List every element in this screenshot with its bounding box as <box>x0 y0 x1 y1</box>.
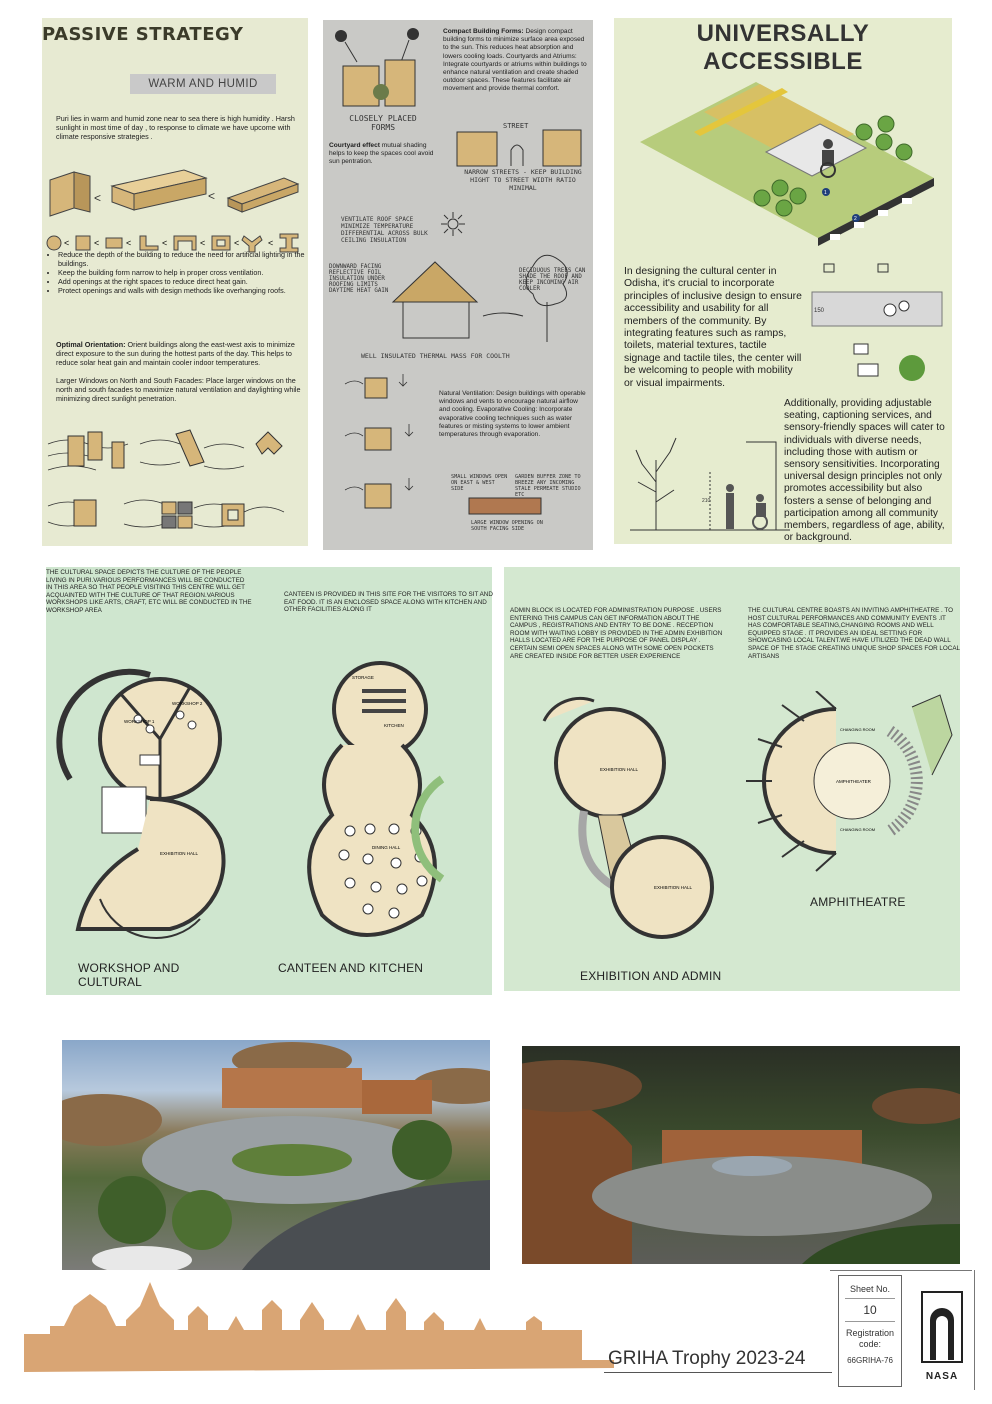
sheet-box <box>838 1275 902 1387</box>
deep-block-icon <box>50 172 90 216</box>
dim-150: 150 <box>814 308 825 314</box>
long-block-icon <box>112 170 206 210</box>
garden-buffer-label: GARDEN BUFFER ZONE TO BREEZE ANY INCOMING STALE PERMEATE STUDIO ETC <box>515 474 581 498</box>
footer-side-rule <box>974 1270 975 1390</box>
orientation-text <box>56 340 302 367</box>
workshop-canteen-panel <box>46 567 492 995</box>
room-kitchen: KITCHEN <box>384 723 404 728</box>
exhibition-amphitheatre-panel <box>504 567 960 991</box>
compact-forms-text <box>443 28 589 94</box>
toilet-plan <box>808 260 948 394</box>
closely-placed-label: CLOSELY PLACED FORMS <box>349 114 417 132</box>
footer-title: GRIHA Trophy 2023-24 <box>608 1348 806 1369</box>
dim-210: 210 <box>702 498 711 504</box>
render-courtyard-image <box>62 1040 490 1270</box>
courtyard-body: mutual shading helps to keep the spaces cool avoid sun pentration. <box>329 142 434 166</box>
nasa-arch-icon <box>918 1290 966 1366</box>
passive-bullets <box>44 250 314 295</box>
sheet-number: 10 <box>845 1298 895 1322</box>
bullet-item: • Reduce the depth of the building to reduce the need for artificial lighting in the buildings. <box>58 250 314 268</box>
large-windows-label: LARGE WINDOW OPENING ON SOUTH FACING SIDE <box>471 520 543 532</box>
room-workshop-2: WORKSHOP 2 <box>172 701 203 706</box>
passive-strategy-panel <box>42 18 308 546</box>
svg-text:<: < <box>94 238 100 248</box>
svg-text:<: < <box>200 238 206 248</box>
passive-subtitle: WARM AND HUMID <box>130 74 276 94</box>
ramp-marker-2: 2 <box>854 216 857 222</box>
small-windows-label: SMALL WINDOWS OPEN ON EAST & WEST SIDE <box>451 474 508 492</box>
amphitheatre-description: THE CULTURAL CENTRE BOASTS AN INVITING AMPHITHEATRE . TO HOST CULTURAL PERFORMANCES AND COMMUNITY EVENTS .IT HAS COMFORTABLE SEATING,CHANGING ROOMS AND WELL EQUIPPED STAGE . IT PROVIDES AN IDEAL SETTING FOR SHOWCASING LOCAL TALENT.WE HAVE UTILIZED THE DEAD WALL SPACE OF THE STAGE CREATING UNIQUE SHOP SPACES FOR LOCAL ARTISANS <box>748 607 960 660</box>
orientation-label: Optimal Orientation: <box>56 340 126 349</box>
section-sketch <box>620 402 794 540</box>
street-label: STREET <box>503 122 529 130</box>
svg-text:<: < <box>126 238 132 248</box>
windows-text: Larger Windows on North and South Facades: Place larger windows on the north and south facades to maximize natural ventilation and daylighting while minimizing direct sunlight penetration. <box>56 376 301 403</box>
wind-flow-sketch <box>44 426 306 544</box>
room-amph: AMPHITHEATER <box>836 779 871 784</box>
courtyard-text <box>329 142 441 167</box>
passive-intro: Puri lies in warm and humid zone near to sea there is high humidity . Harsh sunlight in most time of day , to response to climate we have upcome with climate responsive strategies . <box>56 114 295 141</box>
room-exh-1: EXHIBITION HALL <box>600 767 639 772</box>
exhibition-label: EXHIBITION AND ADMIN <box>580 969 722 983</box>
svg-text:<: < <box>94 191 102 205</box>
deciduous-label: DECIDUOUS TREES CAN SHADE THE ROOF AND KEEP INCOMING AIR COOLER <box>519 268 586 292</box>
accessible-title: UNIVERSALLY ACCESSIBLE <box>696 20 870 75</box>
natural-ventilation-text: Natural Ventilation: Design buildings with operable windows and vents to encourage natural airflow and cooling. Evaporative Cooling: Incorporate evaporative cooling techniques such as water features or misting systems to lower ambient temperatures through evaporation. <box>439 390 586 439</box>
room-workshop-1: WORKSHOP 1 <box>124 719 155 724</box>
slab-block-icon <box>228 178 298 212</box>
sheet-label: Sheet No. <box>849 1284 891 1294</box>
room-exhibition: EXHIBITION HALL <box>160 851 199 856</box>
admin-description: ADMIN BLOCK IS LOCATED FOR ADMINISTRATION PURPOSE . USERS ENTERING THIS CAMPUS CAN GET INFORMATION ABOUT THE CAMPUS , REGISTRATIONS AND ENTRY TO BE DONE . RECEPTION ROOM WITH WAITING LOBBY IS PROVIDED IN THE ADMIN EXHIBITION HALLS LOCATED ARE FOR THE PURPOSE OF PANEL DISPLAY . CERTAIN SEMI OPEN SPACES ALONG WITH SOME OPEN POCKETS ARE CREATED INSIDE FOR BETTER USER EXPERIENCE <box>510 607 723 660</box>
evening-render-shapes <box>522 1046 960 1264</box>
accessible-panel <box>614 18 952 544</box>
registration-label: Registration code: <box>845 1328 895 1349</box>
person-icon <box>726 484 734 529</box>
temple-silhouette <box>24 1276 614 1372</box>
canteen-label: CANTEEN AND KITCHEN <box>278 961 424 975</box>
window-plan-sketch <box>463 494 553 520</box>
compact-forms-body: Design compact building forms to minimize surface area exposed to the sun. This reduces heat absorption and lowers cooling loads. Courtyards and Atriums: Integrate courtyards or atriums within buildings to enhance natural ventilation and create shaded outdoor spaces. These features facilitate air movement and provide thermal comfort. <box>443 28 587 93</box>
ventilation-sketch <box>343 366 443 516</box>
footer-rule <box>604 1372 832 1373</box>
courtyard-label: Courtyard effect <box>329 142 380 149</box>
svg-text:<: < <box>64 238 70 248</box>
workshop-label: WORKSHOP AND CULTURAL <box>78 961 180 989</box>
room-chg-1: CHANGING ROOM <box>840 727 876 732</box>
downward-foil-label: DOWNWARD FACING REFLECTIVE FOIL INSULATION UNDER ROOFING LIMITS DAYTIME HEAT GAIN <box>329 264 389 294</box>
bullet-item: • Add openings at the right spaces to reduce direct heat gain. <box>58 277 314 286</box>
courtyard-render-shapes <box>62 1040 490 1270</box>
ramp-marker-1: 1 <box>824 190 827 196</box>
plans-drawing <box>50 659 490 959</box>
accessible-para-1: In designing the cultural center in Odisha, it's crucial to incorporate principles of inclusive design to ensure accessibility and usability for all members of the community. By integrating features such as ramps, toilets, material textures, tactile signage and tactile tiles, the center will be welcoming to people with mobility or visual impairments. <box>624 266 802 389</box>
climate-sketch-panel <box>323 20 593 550</box>
canteen-description: CANTEEN IS PROVIDED IN THIS SITE FOR THE VISITORS TO SIT AND EAT FOOD. IT IS AN ENCLOSED SPACE ALONG WITH KITCHEN AND OTHER FACILITIES ALONG IT <box>284 591 493 614</box>
workshop-description: THE CULTURAL SPACE DEPICTS THE CULTURE OF THE PEOPLE LIVING IN PURI.VARIOUS PERFORMANCES WILL BE CONDUCTED IN THIS AREA SO THAT PEOPLE VISITING THIS CENTRE WILL GET ACQUAINTED WITH THE CULTURE OF THAT REGION.VARIOUS WORKSHOPS LIKE ARTS, CRAFT, ETC WILL BE CONDUCTED IN THE WORKSHOP AREA <box>46 569 252 614</box>
room-storage: STORAGE <box>352 675 374 680</box>
bullet-item: • Keep the building form narrow to help in proper cross ventilation. <box>58 268 314 277</box>
svg-text:<: < <box>208 189 216 203</box>
narrow-streets-label: NARROW STREETS - KEEP BUILDING HIGHT TO STREET WIDTH RATIO MINIMAL <box>464 168 582 192</box>
ramp-isometric <box>634 68 952 254</box>
svg-text:<: < <box>268 238 274 248</box>
registration-code: 66GRIHA-76 <box>847 1356 893 1365</box>
compact-forms-label: Compact Building Forms: <box>443 28 524 35</box>
accessible-para-2: Additionally, providing adjustable seating, captioning services, and sensory-friendly spaces will cater to individuals with diverse needs, including those with autism or sensory sensitivities. Incorporating universal design principles not only promotes accessibility but also fosters a sense of belonging and participation among all community members, regardless of age, ability, or background. <box>784 398 945 544</box>
svg-text:<: < <box>234 238 240 248</box>
bullet-item: • Protect openings and walls with design methods like overhanging roofs. <box>58 286 314 295</box>
render-evening-image <box>522 1046 960 1264</box>
logo-text: NASA <box>925 1371 959 1382</box>
room-dining: DINING HALL <box>372 845 401 850</box>
closely-placed-forms-sketch <box>327 26 437 122</box>
footer-top-rule <box>830 1270 972 1271</box>
amphitheatre-label: AMPHITHEATRE <box>810 895 906 909</box>
room-chg-2: CHANGING ROOM <box>840 827 876 832</box>
thermal-mass-label: WELL INSULATED THERMAL MASS FOR COOLTH <box>361 352 510 360</box>
roof-section-sketch <box>383 246 583 346</box>
wheelchair-user-icon <box>753 494 767 529</box>
nasa-logo <box>918 1290 966 1380</box>
room-exh-2: EXHIBITION HALL <box>654 885 693 890</box>
ventilate-roof-label: VENTILATE ROOF SPACE MINIMIZE TEMPERATURE DIFFERENTIAL ACROSS BULK CEILING INSULATION <box>341 216 428 244</box>
sun-icon <box>439 210 467 238</box>
svg-text:<: < <box>162 238 168 248</box>
orientation-body: Orient buildings along the east-west axis to minimize direct exposure to the sun during the hottest parts of the day. This helps to reduce solar heat gain and maintain cooler indoor temperatures. <box>56 340 295 367</box>
passive-title: PASSIVE STRATEGY <box>42 24 244 45</box>
